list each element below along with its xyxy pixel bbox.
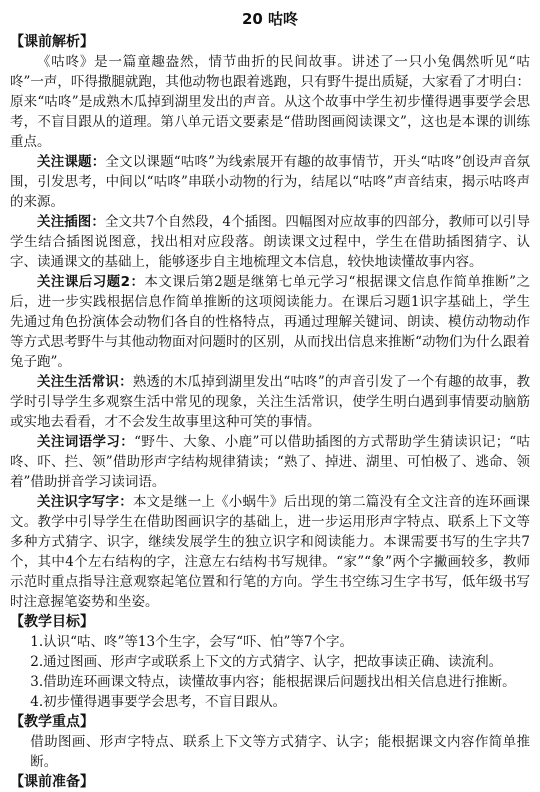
goal-item: 2.通过图画、形声字或联系上下文的方式猜字、认字，把故事读正确、读流利。 xyxy=(30,654,503,670)
goal-item: 1.认识“咕、咚”等13个生字，会写“吓、怕”等7个字。 xyxy=(30,634,354,650)
section-heading-prep: 【课前准备】 xyxy=(10,774,94,790)
paragraph-label: 关注课后习题2： xyxy=(37,274,145,290)
section-heading-focus: 【教学重点】 xyxy=(10,714,94,730)
goal-item: 4.初步懂得遇事要学会思考，不盲目跟从。 xyxy=(30,694,287,710)
paragraph-text: 全文共7个自然段，4个插图。四幅图对应故事的四部分，教师可以引导学生结合插图说图意，找出相对应段落。朗读课文过程中，学生在借助插图猜字、认字、读通课文的基础上，能够逐步自主地梳理文本信息，较快地读懂故事内容。 xyxy=(10,214,530,270)
section-heading-goals: 【教学目标】 xyxy=(10,614,94,630)
paragraph-label: 关注识字写字： xyxy=(37,494,133,510)
intro-paragraph: 《咕咚》是一篇童趣盎然，情节曲折的民间故事。讲述了一只小兔偶然听见“咕咚”一声，吓得撒腿就跑，其他动物也跟着逃跑，只有野牛提出质疑，大家看了才明白：原来“咕咚”是成熟木瓜掉到湖里发出的声音。从这个故事中学生初步懂得遇事要学会思考，不盲目跟从的道理。第八单元语文要素是“借助图画阅读课文”，这也是本课的训练重点。 xyxy=(10,54,530,150)
focus-item: 借助图画、形声字特点、联系上下文等方式猜字、认字；能根据课文内容作简单推断。 xyxy=(30,734,530,770)
goal-item: 3.借助连环画课文特点，读懂故事内容；能根据课后问题找出相关信息进行推断。 xyxy=(30,674,516,690)
focus-writing-paragraph xyxy=(10,492,530,612)
paragraph-label: 关注生活常识： xyxy=(37,374,133,390)
paragraph-text: “野牛、大象、小鹿”可以借助插图的方式帮助学生猜读识记；“咕咚、吓、拦、领”借助形声字结构规律猜读；“熟了、掉进、湖里、可怕极了、逃命、领着”借助拼音学习读词语。 xyxy=(10,434,530,490)
paragraph-label: 关注课题： xyxy=(37,154,106,170)
focus-title-paragraph xyxy=(10,152,530,212)
focus-exercise-paragraph xyxy=(10,272,530,372)
paragraph-label: 关注插图： xyxy=(37,214,105,230)
paragraph-text: 本文是继一上《小蜗牛》后出现的第二篇没有全文注音的连环画课文。教学中引导学生在借助图画识字的基础上，进一步运用形声字特点、联系上下文等多种方式猜字、识字，继续发展学生的独立识字和阅读能力。本课需要书写的生字共7个，其中4个左右结构的字，注意左右结构书写规律。“家”“象”两个字撇画较多，教师示范时重点指导注意观察起笔位置和行笔的方向。学生书空练习生字书写，低年级书写时注意握笔姿势和坐姿。 xyxy=(10,494,531,610)
section-heading-analysis: 【课前解析】 xyxy=(10,34,94,50)
paragraph-text: 本文课后第2题是继第七单元学习“根据课文信息作简单推断”之后，进一步实践根据信息作简单推断的这项阅读能力。在课后习题1识字基础上，学生先通过角色扮演体会动物们各自的性格特点，再通过理解关键词、朗读、模仿动物动作等方式思考野牛与其他动物面对问题时的区别，从而找出信息来推断“动物们为什么跟着兔子跑”。 xyxy=(10,274,530,370)
paragraph-text: 全文以课题“咕咚”为线索展开有趣的故事情节，开头“咕咚”创设声音氛围，引发思考，中间以“咕咚”串联小动物的行为，结尾以“咕咚”声音结束，揭示咕咚声的来源。 xyxy=(10,154,531,210)
page-title: 20 咕咚 xyxy=(241,10,299,28)
focus-life-knowledge-paragraph xyxy=(10,372,530,432)
focus-vocabulary-paragraph xyxy=(10,432,530,492)
paragraph-text: 熟透的木瓜掉到湖里发出“咕咚”的声音引发了一个有趣的故事，教学时引导学生多观察生活中常见的现象，关注生活常识，使学生明白遇到事情要动脑筋或实地去看看，才不会发生故事里这种可笑的事情。 xyxy=(10,374,531,430)
paragraph-label: 关注词语学习： xyxy=(37,434,135,450)
focus-illustration-paragraph xyxy=(10,212,530,272)
